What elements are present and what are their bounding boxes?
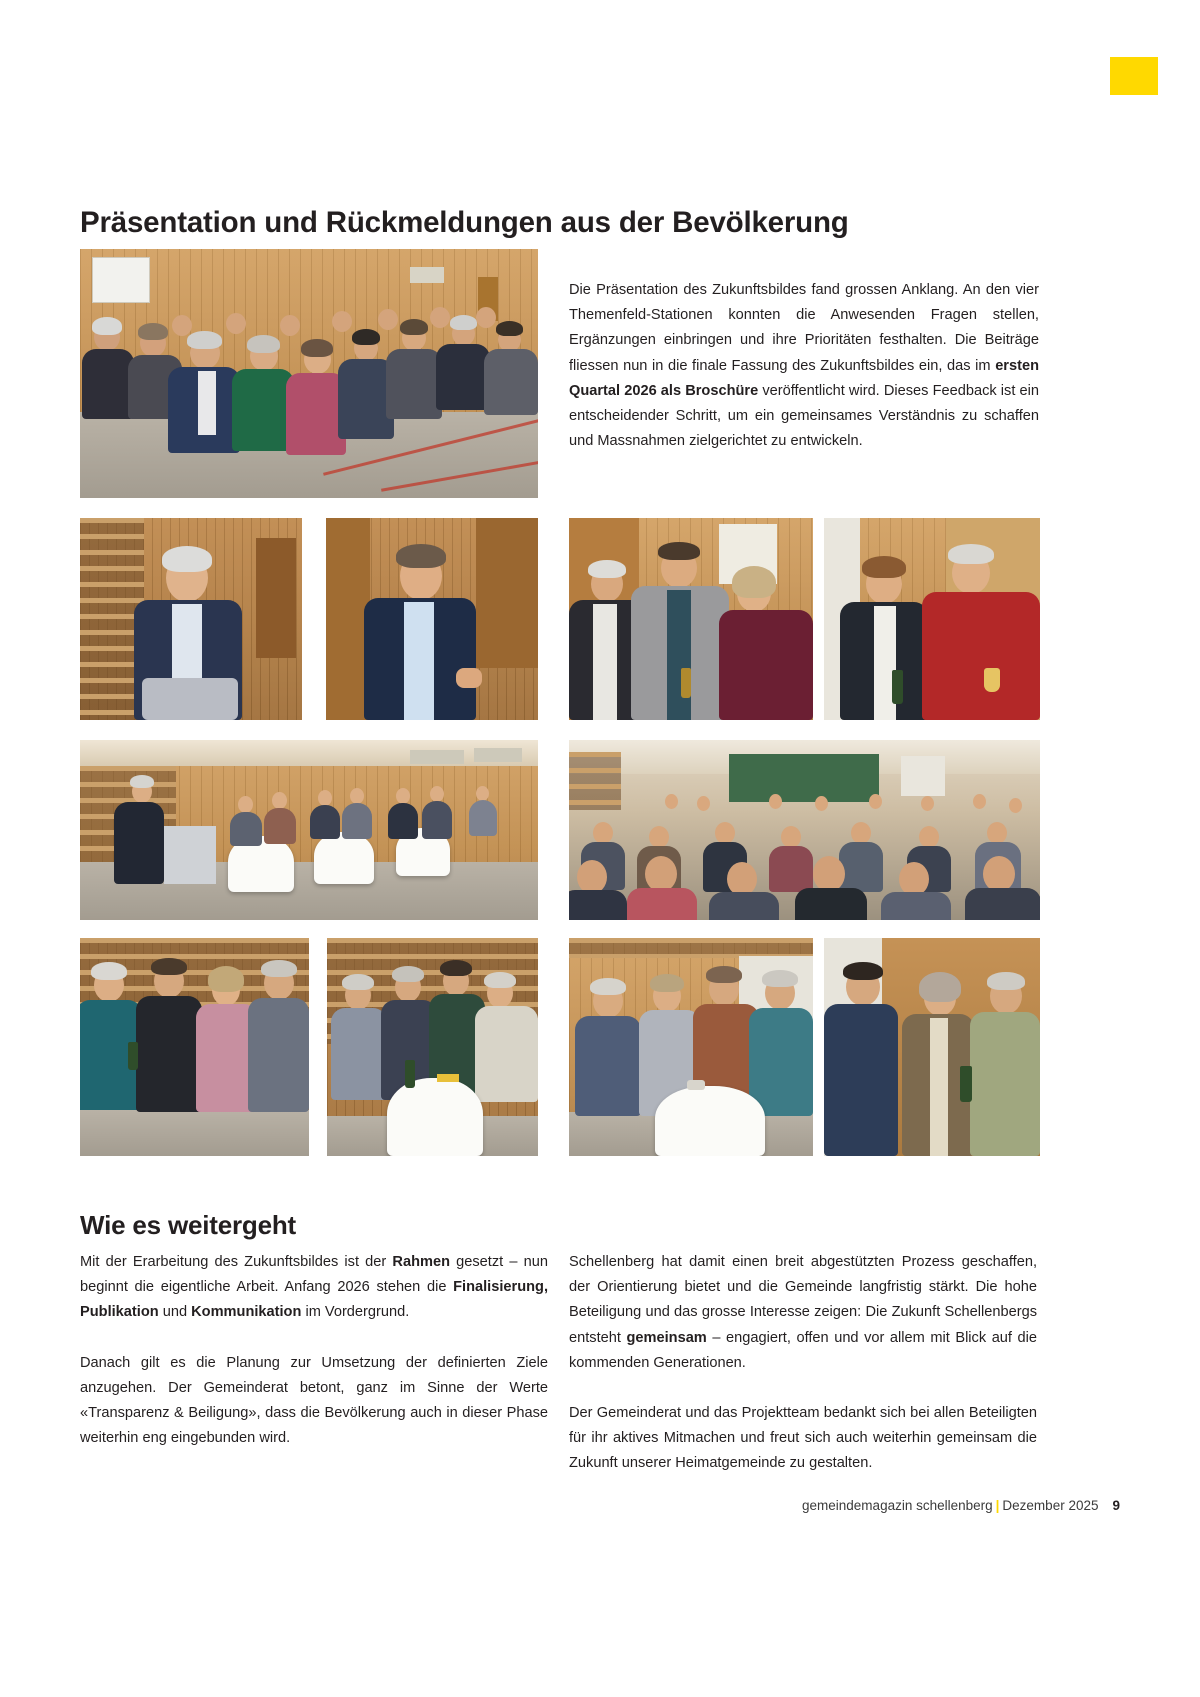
photo-speaker-2 <box>326 518 538 720</box>
photo-hall-stations <box>80 740 538 920</box>
photo-speaker-1 <box>80 518 302 720</box>
intro-text-part-1: Die Präsentation des Zukunftsbildes fand grossen Anklang. An den vier Themenfeld-Stationen konnten die Anwesenden Fragen stellen, Ergänzungen einbringen und ihre Prioritäten festhalten. Die Beiträge fliessen nun in die finale Fassung des Zukunftsbildes ein, das im <box>569 282 1039 374</box>
left-paragraph-2: Danach gilt es die Planung zur Umsetzung der definierten Ziele anzugehen. Der Gemeinderat betont, ganz im Sinne der Werte «Transparenz & Beiligung», dass die Bevölkerung auch in dieser Phase weiterhin eng eingebunden wird. <box>80 1354 548 1447</box>
left-p1-text-b: gesetzt – nun beginnt die eigentliche Arbeit. Anfang 2026 stehen die <box>80 1254 548 1296</box>
photo-apero-table <box>327 938 538 1156</box>
left-p1-bold-rahmen: Rahmen <box>392 1254 450 1270</box>
page-content <box>80 0 1120 1697</box>
right-paragraph-2: Der Gemeinderat und das Projektteam bedankt sich bei allen Beteiligten für ihr aktives Mitmachen und freut sich auch weiterhin gemeinsam die Zukunft unserer Heimatgemeinde zu gestalten. <box>569 1405 1037 1472</box>
intro-paragraph <box>569 278 1039 454</box>
photo-audience-wide <box>569 740 1040 920</box>
photo-apero-group-1 <box>80 938 309 1156</box>
right-p1-text-a: Schellenberg hat damit einen breit abgestützten Prozess geschaffen, der Orientierung bietet und die Gemeinde langfristig stärkt. Die hohe Beteiligung und das grosse Interesse zeigen: Die Zukunft Schellenbergs entsteht <box>569 1254 1037 1346</box>
footer-separator: | <box>995 1498 1000 1513</box>
footer-magazine-name: gemeindemagazin schellenberg <box>802 1498 993 1513</box>
footer-issue: Dezember 2025 <box>1002 1498 1099 1513</box>
left-p1-text-d: im Vordergrund. <box>301 1304 410 1321</box>
photo-group-three <box>569 518 813 720</box>
section-title-next-steps: Wie es weitergeht <box>80 1209 296 1240</box>
left-p1-text-c: und <box>158 1304 192 1321</box>
intro-text-part-2: veröffentlicht wird. Dieses Feedback ist ein entscheidender Schritt, um ein gemeinsames Verständnis zu schaffen und Massnahmen zielgerichtet zu entwickeln. <box>569 382 1039 450</box>
photo-apero-group-2 <box>569 938 813 1156</box>
intro-bold-quarter: ersten Quartal 2026 als Broschüre <box>569 357 1039 399</box>
body-column-right <box>569 1250 1037 1502</box>
left-paragraph-1 <box>80 1250 548 1326</box>
left-p1-bold-finalisierung: Finalisierung, Publikation <box>80 1279 548 1321</box>
photo-audience-seated <box>80 249 538 498</box>
right-p1-bold-gemeinsam: gemeinsam <box>626 1329 707 1346</box>
right-paragraph-1 <box>569 1250 1037 1376</box>
photo-apero-group-3 <box>824 938 1040 1156</box>
page-footer <box>80 1498 1120 1513</box>
photo-group-two <box>824 518 1040 720</box>
right-p1-text-b: – engagiert, offen und vor allem mit Blick auf die kommenden Generationen. <box>569 1329 1038 1371</box>
body-column-left <box>80 1250 548 1476</box>
footer-page-number: 9 <box>1112 1498 1120 1513</box>
left-p1-bold-kommunikation: Kommunikation <box>191 1304 302 1321</box>
left-p1-text-a: Mit der Erarbeitung des Zukunftsbildes ist der <box>80 1254 393 1270</box>
page-title: Präsentation und Rückmeldungen aus der Bevölkerung <box>80 205 849 239</box>
